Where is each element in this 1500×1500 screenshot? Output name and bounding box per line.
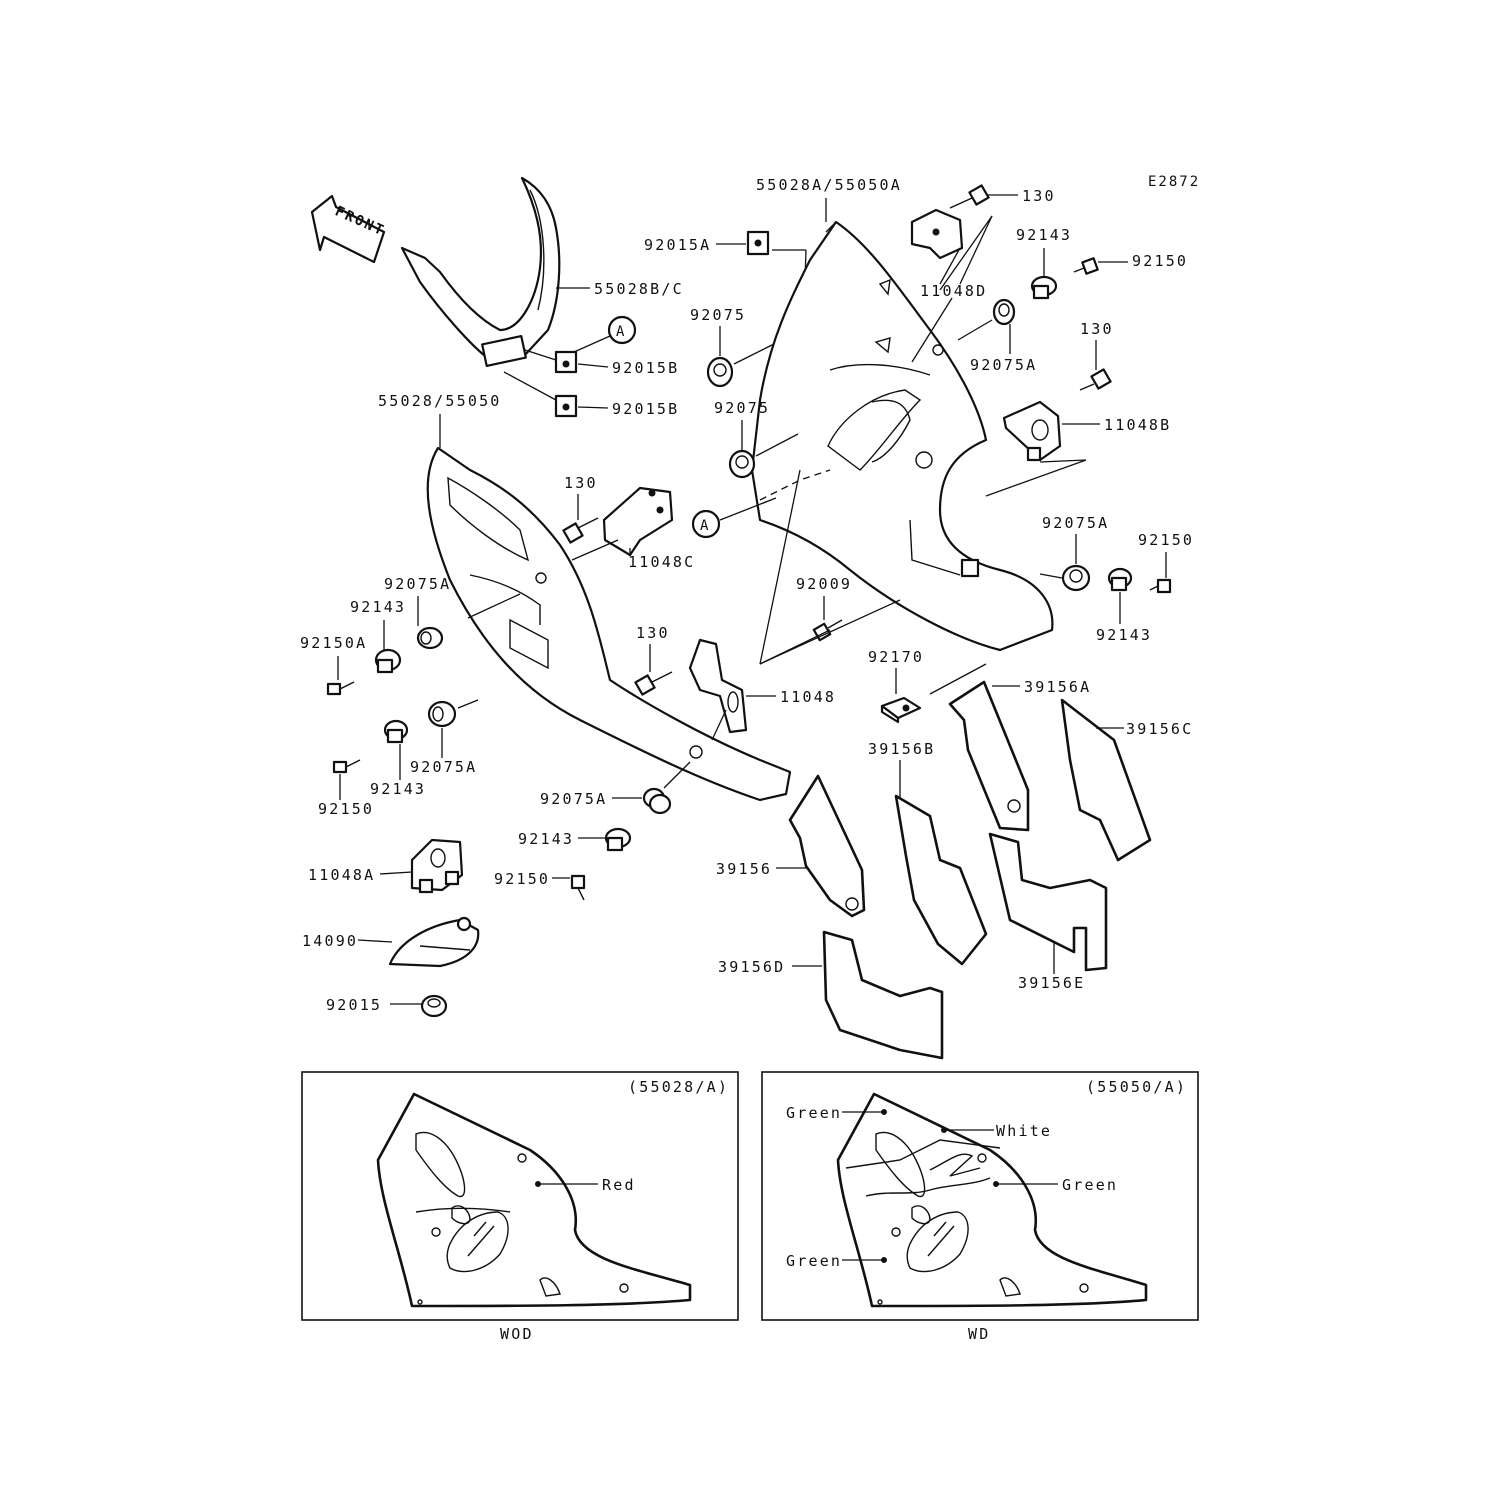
bracket-11048d: [912, 210, 962, 258]
screw-92150a: [328, 682, 354, 694]
clip-92170: [882, 698, 920, 722]
label-92075a-left: 92075A: [384, 575, 452, 593]
label-39156a: 39156A: [1024, 678, 1092, 696]
grommet-92075a-left: [418, 628, 442, 648]
label-55028a-55050a: 55028A/55050A: [756, 176, 902, 194]
callout-a-upper: [609, 317, 635, 343]
clip-92015b-upper: [556, 352, 576, 372]
panel-39156a: [950, 682, 1028, 830]
label-92170: 92170: [868, 648, 925, 666]
label-92015a: 92015A: [644, 236, 712, 254]
label-92143-mid: 92143: [370, 780, 427, 798]
label-92009: 92009: [796, 575, 853, 593]
label-92075a-mid: 92075A: [410, 758, 478, 776]
label-92150-mid: 92150: [318, 800, 375, 818]
label-14090: 14090: [302, 932, 359, 950]
screw-92150-low: [572, 876, 584, 900]
panel-39156e: [990, 834, 1106, 970]
callout-a-mid: [693, 511, 719, 537]
variant-right-caption: WD: [968, 1325, 991, 1343]
label-130-top: 130: [1022, 187, 1056, 205]
middle-cowl-left-drawing: [428, 448, 790, 800]
collar-92143-left: [376, 650, 400, 672]
panel-39156b: [896, 796, 986, 964]
label-92075a-top: 92075A: [970, 356, 1038, 374]
variant-left-code: (55028/A): [628, 1078, 730, 1096]
label-92143-low: 92143: [518, 830, 575, 848]
label-92075a-right: 92075A: [1042, 514, 1110, 532]
label-39156e: 39156E: [1018, 974, 1086, 992]
grommet-92075a-mid: [429, 702, 455, 726]
label-11048b: 11048B: [1104, 416, 1172, 434]
label-92075-b: 92075: [714, 399, 771, 417]
clip-92015a: [748, 232, 768, 254]
label-11048a: 11048A: [308, 866, 376, 884]
screw-92150-mid: [334, 760, 360, 772]
screw-92150-right: [1150, 580, 1170, 592]
front-arrow-label: FRONT: [332, 203, 388, 240]
svg-text:A: A: [616, 324, 627, 340]
grommet-92075-b: [730, 451, 754, 477]
panel-39156: [790, 776, 864, 916]
variant-right-color-green-top: Green: [786, 1104, 843, 1122]
diagram-ref-code: E2872: [1148, 174, 1201, 190]
variant-box-left: [302, 1072, 738, 1343]
bolt-130-mid: [563, 518, 598, 543]
variant-box-right: [762, 1072, 1198, 1343]
grommet-92075a-right: [1063, 566, 1089, 590]
clip-92015b-lower: [556, 396, 576, 416]
collar-92143-low: [606, 829, 630, 850]
bracket-11048a: [412, 840, 462, 892]
label-39156c: 39156C: [1126, 720, 1194, 738]
label-130-right: 130: [1080, 320, 1114, 338]
variant-right-color-green-mid: Green: [1062, 1176, 1119, 1194]
grommet-92075a-low: [644, 789, 670, 813]
bracket-11048c: [604, 488, 672, 555]
label-11048d: 11048D: [920, 282, 988, 300]
label-92150a: 92150A: [300, 634, 368, 652]
variant-right-cowl-drawing: [838, 1094, 1146, 1306]
screw-92150-top: [1074, 258, 1098, 273]
svg-text:A: A: [700, 518, 711, 534]
collar-92143-top: [1032, 277, 1056, 298]
label-11048c: 11048C: [628, 553, 696, 571]
label-39156b: 39156B: [868, 740, 936, 758]
bracket-11048: [690, 640, 746, 732]
label-92015: 92015: [326, 996, 383, 1014]
nut-92015: [422, 996, 446, 1016]
label-92075a-low: 92075A: [540, 790, 608, 808]
label-55028-55050: 55028/55050: [378, 392, 502, 410]
bolt-130-low: [635, 672, 672, 695]
label-92015b-a: 92015B: [612, 359, 680, 377]
front-arrow-icon: [312, 196, 388, 262]
label-92015b-b: 92015B: [612, 400, 680, 418]
variant-left-color-red: Red: [602, 1176, 636, 1194]
label-92143-top: 92143: [1016, 226, 1073, 244]
grommet-92075-a: [708, 358, 732, 386]
upper-cowl-55028bc-drawing: [402, 178, 559, 366]
bolt-130-right: [1080, 369, 1111, 390]
variant-right-code: (55050/A): [1086, 1078, 1188, 1096]
bolt-130-top: [950, 185, 989, 208]
panel-39156d: [824, 932, 942, 1058]
variant-left-cowl-drawing: [378, 1094, 690, 1306]
grommet-92075a-top: [994, 300, 1014, 324]
label-130-mid: 130: [564, 474, 598, 492]
variant-left-caption: WOD: [500, 1325, 534, 1343]
variant-right-color-green-low: Green: [786, 1252, 843, 1270]
bracket-11048b: [1004, 402, 1060, 460]
collar-92143-mid: [385, 721, 407, 742]
label-92143-right: 92143: [1096, 626, 1153, 644]
label-92150-right: 92150: [1138, 531, 1195, 549]
label-55028bc: 55028B/C: [594, 280, 684, 298]
label-92150-top: 92150: [1132, 252, 1189, 270]
label-130-low: 130: [636, 624, 670, 642]
label-39156: 39156: [716, 860, 773, 878]
variant-right-color-white: White: [996, 1122, 1053, 1140]
label-39156d: 39156D: [718, 958, 786, 976]
label-11048: 11048: [780, 688, 837, 706]
label-92075-a: 92075: [690, 306, 747, 324]
collar-92143-right: [1109, 569, 1131, 590]
label-92143-left: 92143: [350, 598, 407, 616]
bracket-14090: [390, 918, 478, 966]
label-92150-low: 92150: [494, 870, 551, 888]
